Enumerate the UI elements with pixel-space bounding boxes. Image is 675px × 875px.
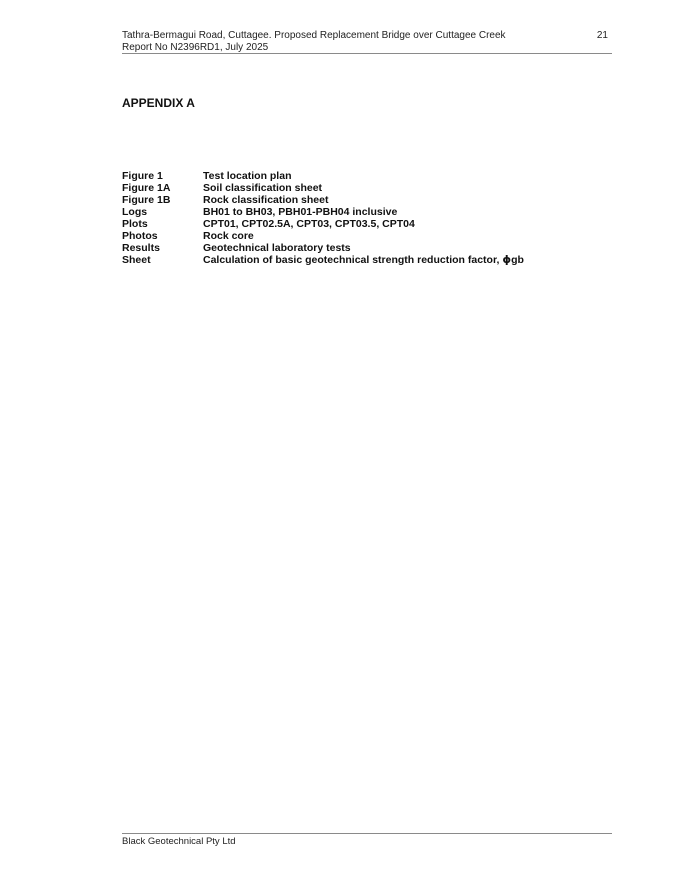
item-description: Rock core [203, 230, 254, 242]
appendix-contents-list [122, 170, 524, 266]
item-description: Soil classification sheet [203, 182, 323, 194]
page-number: 21 [596, 30, 608, 41]
list-item [122, 254, 524, 266]
item-description [203, 254, 524, 266]
page-header [122, 30, 612, 54]
list-item [122, 182, 524, 194]
list-item [122, 206, 524, 218]
item-label: Figure 1 [122, 170, 163, 182]
list-item [122, 242, 524, 254]
list-item [122, 230, 524, 242]
item-description: BH01 to BH03, PBH01-PBH04 inclusive [203, 206, 398, 218]
header-title: Tathra-Bermagui Road, Cuttagee. Proposed Replacement Bridge over Cuttagee Creek [122, 30, 506, 41]
list-item [122, 218, 524, 230]
header-divider [122, 53, 612, 54]
item-description: Geotechnical laboratory tests [203, 242, 351, 254]
item-label: Results [122, 242, 160, 254]
item-label: Logs [122, 206, 148, 218]
appendix-heading: APPENDIX A [122, 96, 195, 110]
item-description: Rock classification sheet [203, 194, 329, 206]
phi-subscript: gb [511, 254, 524, 266]
item-label: Figure 1B [122, 194, 171, 206]
page-footer: Black Geotechnical Pty Ltd [122, 836, 236, 847]
header-report-number: Report No N2396RD1, July 2025 [122, 42, 269, 53]
list-item [122, 170, 524, 182]
item-description: Test location plan [203, 170, 292, 182]
list-item [122, 194, 524, 206]
item-label: Figure 1A [122, 182, 171, 194]
item-label: Photos [122, 230, 158, 242]
item-description-text: Calculation of basic geotechnical strength reduction factor, [203, 254, 503, 266]
item-label: Sheet [122, 254, 151, 266]
item-description: CPT01, CPT02.5A, CPT03, CPT03.5, CPT04 [203, 218, 415, 230]
footer-divider [122, 833, 612, 834]
phi-symbol: ϕ [502, 253, 512, 266]
item-label: Plots [122, 218, 148, 230]
